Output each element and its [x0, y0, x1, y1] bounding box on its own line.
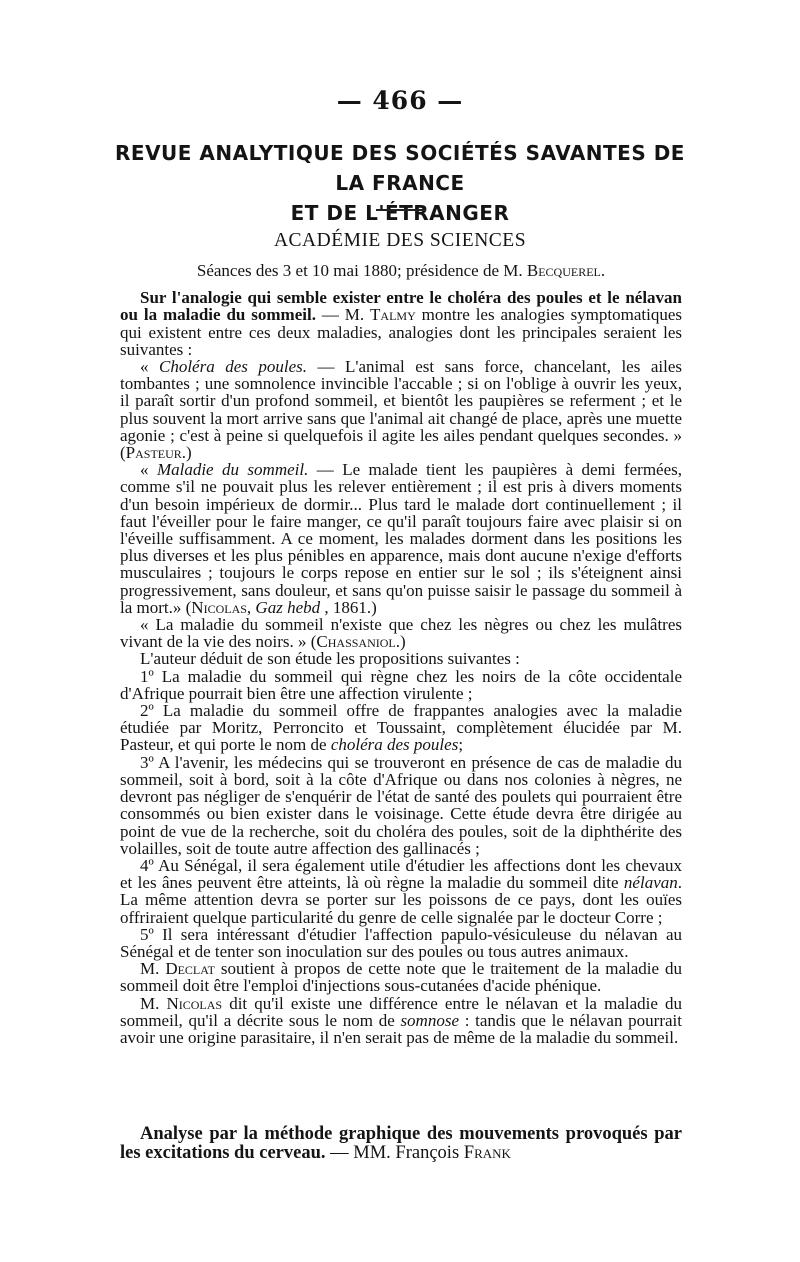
- deduction-line: L'auteur déduit de son étude les propositions suivantes :: [140, 649, 520, 669]
- article-1-author: Talmy: [370, 305, 416, 325]
- proposition-2: [120, 702, 682, 754]
- declat-text: soutient à propos de cette note que le traitement de la maladie du sommeil doit être l'emploi d'injections sous-cutanées d'acide phénique.: [120, 959, 682, 996]
- declat-pre: M.: [140, 959, 166, 979]
- declat-paragraph: [120, 960, 682, 994]
- quote-sommeil: [120, 461, 682, 616]
- proposition-4-end: . La même attention devra se porter sur les poissons de ce pays, dont les ouïes offriraient quelque particularité du genre de celle signalée par le docteur Corre ;: [120, 873, 682, 927]
- citation-end: , 1861.): [320, 597, 377, 617]
- quote-sommeil-label: Maladie du sommeil.: [156, 460, 309, 480]
- article-2-author: Frank: [463, 1143, 511, 1163]
- seance-text: Séances des 3 et 10 mai 1880; présidence de M.: [196, 261, 527, 280]
- quote-chassaniol: [120, 616, 682, 650]
- title-line-2: ET DE L'ÉTRANGER: [290, 201, 510, 225]
- article-1-sep: — M.: [315, 305, 371, 325]
- seance-line: [120, 262, 682, 279]
- proposition-5: 5º Il sera intéressant d'étudier l'affection papulo-vésiculeuse du nélavan au Sénégal et de tenter son inoculation sur des poules ou tous autres animaux.: [120, 924, 682, 961]
- article-2-sep: — MM. François: [325, 1143, 464, 1163]
- article-2-paragraph: [120, 1125, 682, 1163]
- nicolas-text-2: : tandis que le nélavan pourrait avoir une origine parasitaire, il n'en serait pas de même de la maladie du sommeil.: [120, 1010, 682, 1047]
- quote-close: .): [395, 632, 406, 652]
- quote-open: «: [140, 460, 157, 480]
- proposition-2-end: ;: [458, 735, 464, 755]
- quote-sommeil-journal: Gaz hebd: [255, 597, 321, 617]
- nicolas-paragraph: [120, 995, 682, 1047]
- divider-rule: [376, 209, 426, 211]
- article-2: [120, 1125, 682, 1163]
- quote-sommeil-text: — Le malade tient les paupières à demi fermées, comme s'il ne pouvait plus les relever entièrement ; il est pris à divers moments d'un besoin impérieux de dormir... Plus tard le malade dort continuellement ; il faut l'éveiller pour le faire manger, ce qu'il paraît toujours faire avec plaisir si on l'éveille suffisamment. A ce moment, les malades dorment dans les positions les plus diverses et les plus pénibles en apparence, mais dont aucune n'exige d'efforts musculaires ; toujours le corps repose en entier sur le sol ; ils s'éteignent ainsi progressivement, sans douleur, et sans qu'on puisse saisir le passage du sommeil à la mort.» (: [120, 460, 682, 617]
- quote-sommeil-source: Nicolas: [191, 597, 247, 617]
- nicolas-pre: M.: [140, 993, 167, 1013]
- quote-open: «: [140, 357, 159, 377]
- quote-chassaniol-text: « La maladie du sommeil n'existe que chez les nègres ou chez les mulâtres vivant de la vie des noirs. » (: [120, 615, 682, 652]
- proposition-4: [120, 857, 682, 926]
- proposition-2-italic: choléra des poules: [330, 735, 459, 755]
- nicolas-text-1: dit qu'il existe une différence entre le nélavan et la maladie du sommeil, qu'il a décrite sous le nom de: [120, 993, 682, 1030]
- proposition-2-text: 2º La maladie du sommeil offre de frappantes analogies avec la maladie étudiée par Moritz, Perroncito et Toussaint, complètement élucidée par M. Pasteur, et qui porte le nom de: [120, 701, 682, 755]
- article-2-heading: Analyse par la méthode graphique des mouvements provoqués par les excitations du cerveau.: [120, 1124, 682, 1163]
- proposition-4-italic: nélavan: [623, 873, 678, 893]
- proposition-1: 1º La maladie du sommeil qui règne chez les noirs de la côte occidentale d'Afrique pourrait bien être une affection virulente ;: [120, 666, 682, 703]
- proposition-3: 3º A l'avenir, les médecins qui se trouveront en présence de cas de maladie du sommeil, soit à bord, soit à la côte d'Afrique ou dans nos colonies à nègres, ne devront pas négliger de s'enquérir de l'état de santé des poulets qui pourraient être consommés ou bien exister dans le voisinage. Cette étude devra être dirigée au point de vue de la recherche, soit du choléra des poules, soit de la diphthérite des volailles, soit de toute autre affection des gallinacés ;: [120, 752, 682, 858]
- quote-chassaniol-source: Chassaniol: [316, 632, 396, 652]
- declat-name: Declat: [165, 959, 215, 979]
- page-number: — 466 —: [336, 86, 464, 115]
- nicolas-name: Nicolas: [166, 993, 223, 1013]
- quote-cholera-label: Choléra des poules.: [159, 357, 308, 377]
- body-text: [120, 262, 682, 1046]
- quote-cholera-text: — L'animal est sans force, chancelant, les ailes tombantes ; une somnolence invincible l'accable ; si on l'oblige à ouvrir les yeux, il paraît sortir d'un profond sommeil, et bientôt les paupières se referment ; et le plus souvent la mort arrive sans que l'animal ait changé de place, après une muette agonie ; c'est à peine si quelquefois il agite les ailes pendant quelques secondes. » (: [120, 357, 682, 463]
- article-1-paragraph: [120, 289, 682, 358]
- quote-close: .): [181, 443, 192, 463]
- citation-sep: ,: [246, 597, 256, 617]
- article-1-intro: montre les analogies symptomatiques qui existent entre ces deux maladies, analogies dont les principales seraient les suivantes :: [120, 305, 683, 359]
- title-line-1: REVUE ANALYTIQUE DES SOCIÉTÉS SAVANTES DE LA FRANCE: [115, 141, 685, 195]
- section-title: ACADÉMIE DES SCIENCES: [273, 230, 527, 251]
- nicolas-italic: somnose: [400, 1010, 459, 1030]
- quote-cholera-source: Pasteur: [125, 443, 182, 463]
- seance-end: .: [600, 261, 606, 280]
- proposition-4-text: 4º Au Sénégal, il sera également utile d'étudier les affections dont les chevaux et les ânes peuvent être atteints, là où règne la maladie du sommeil dite: [120, 855, 682, 893]
- quote-cholera: [120, 358, 682, 461]
- journal-title: [110, 138, 690, 228]
- seance-president: Becquerel: [526, 261, 601, 280]
- article-1-heading: Sur l'analogie qui semble exister entre le choléra des poules et le nélavan ou la maladie du sommeil.: [120, 288, 682, 325]
